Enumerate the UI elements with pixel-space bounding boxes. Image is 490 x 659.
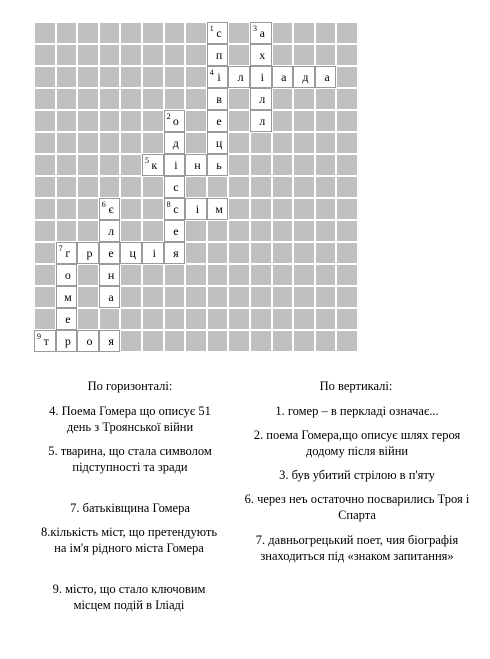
grid-blank-cell	[56, 66, 78, 88]
grid-blank-cell	[56, 132, 78, 154]
grid-blank-cell	[228, 286, 250, 308]
grid-letter: к	[151, 158, 158, 172]
grid-letter-cell	[164, 198, 186, 220]
grid-blank-cell	[77, 22, 99, 44]
grid-blank-cell	[120, 198, 142, 220]
grid-letter-cell	[250, 110, 272, 132]
grid-blank-cell	[336, 154, 358, 176]
grid-letter-cell	[120, 242, 142, 264]
grid-blank-cell	[293, 330, 315, 352]
grid-blank-cell	[185, 330, 207, 352]
grid-blank-cell	[142, 330, 164, 352]
down-heading: По вертикалі:	[319, 379, 393, 393]
grid-letter: д	[172, 136, 179, 150]
grid-blank-cell	[34, 132, 56, 154]
grid-blank-cell	[315, 88, 337, 110]
grid-letter-cell	[99, 220, 121, 242]
grid-letter: а	[259, 26, 265, 40]
grid-letter-cell	[185, 198, 207, 220]
grid-letter-cell	[228, 66, 250, 88]
grid-blank-cell	[228, 264, 250, 286]
grid-letter-cell	[250, 44, 272, 66]
grid-blank-cell	[207, 330, 229, 352]
grid-blank-cell	[336, 110, 358, 132]
grid-blank-cell	[228, 154, 250, 176]
grid-letter-cell	[207, 198, 229, 220]
grid-blank-cell	[315, 220, 337, 242]
grid-blank-cell	[120, 308, 142, 330]
grid-letter-cell	[250, 88, 272, 110]
grid-blank-cell	[34, 176, 56, 198]
grid-blank-cell	[99, 44, 121, 66]
grid-blank-cell	[120, 286, 142, 308]
grid-blank-cell	[250, 264, 272, 286]
grid-letter-cell	[56, 242, 78, 264]
grid-blank-cell	[272, 154, 294, 176]
grid-blank-cell	[120, 44, 142, 66]
grid-letter: о	[86, 334, 93, 348]
grid-blank-cell	[228, 176, 250, 198]
grid-blank-cell	[185, 220, 207, 242]
grid-letter-cell	[99, 198, 121, 220]
grid-blank-cell	[142, 308, 164, 330]
grid-blank-cell	[293, 308, 315, 330]
grid-blank-cell	[250, 154, 272, 176]
grid-blank-cell	[293, 264, 315, 286]
across-clue-7: 7. батьківщина Гомера	[70, 501, 190, 515]
clue-number: 2	[166, 112, 171, 121]
grid-letter: л	[108, 224, 115, 238]
grid-letter-cell	[99, 264, 121, 286]
grid-blank-cell	[185, 110, 207, 132]
grid-blank-cell	[228, 44, 250, 66]
grid-blank-cell	[34, 44, 56, 66]
grid-blank-cell	[77, 198, 99, 220]
grid-blank-cell	[164, 22, 186, 44]
grid-letter: я	[108, 334, 114, 348]
grid-blank-cell	[185, 242, 207, 264]
grid-letter-cell	[164, 132, 186, 154]
grid-blank-cell	[34, 88, 56, 110]
grid-blank-cell	[77, 132, 99, 154]
grid-blank-cell	[142, 88, 164, 110]
grid-letter: р	[86, 246, 93, 260]
across-heading: По горизонталі:	[87, 379, 173, 393]
grid-blank-cell	[250, 176, 272, 198]
grid-blank-cell	[336, 198, 358, 220]
grid-blank-cell	[185, 286, 207, 308]
grid-blank-cell	[293, 132, 315, 154]
grid-blank-cell	[56, 176, 78, 198]
grid-blank-cell	[120, 110, 142, 132]
grid-letter: о	[172, 114, 179, 128]
grid-blank-cell	[56, 110, 78, 132]
grid-letter: а	[324, 70, 330, 84]
grid-letter: ц	[215, 136, 223, 150]
grid-blank-cell	[142, 286, 164, 308]
grid-blank-cell	[56, 44, 78, 66]
grid-letter-cell	[185, 154, 207, 176]
grid-blank-cell	[315, 22, 337, 44]
grid-blank-cell	[336, 308, 358, 330]
across-clue-5: 5. тварина, що стала символом підступності та зради	[48, 444, 212, 474]
grid-blank-cell	[207, 242, 229, 264]
grid-blank-cell	[164, 264, 186, 286]
grid-blank-cell	[77, 154, 99, 176]
grid-blank-cell	[99, 88, 121, 110]
grid-blank-cell	[228, 308, 250, 330]
grid-blank-cell	[34, 22, 56, 44]
grid-blank-cell	[207, 176, 229, 198]
across-clue-9: 9. місто, що стало ключовим місцем подій в Іліаді	[52, 582, 206, 612]
grid-blank-cell	[293, 242, 315, 264]
grid-letter-cell	[56, 308, 78, 330]
across-clue-4: 4. Поема Гомера що описує 51 день з Троянської війни	[49, 404, 211, 434]
grid-blank-cell	[164, 286, 186, 308]
grid-blank-cell	[272, 198, 294, 220]
grid-blank-cell	[315, 44, 337, 66]
grid-letter-cell	[250, 22, 272, 44]
grid-letter-cell	[56, 264, 78, 286]
grid-blank-cell	[77, 110, 99, 132]
grid-letter: е	[65, 312, 71, 326]
grid-letter: м	[215, 202, 223, 216]
grid-letter-cell	[207, 132, 229, 154]
grid-letter-cell	[293, 66, 315, 88]
grid-blank-cell	[34, 110, 56, 132]
grid-letter: е	[216, 114, 222, 128]
grid-blank-cell	[207, 308, 229, 330]
grid-blank-cell	[77, 308, 99, 330]
grid-letter-cell	[99, 286, 121, 308]
grid-blank-cell	[120, 22, 142, 44]
grid-letter-cell	[207, 66, 229, 88]
grid-blank-cell	[228, 88, 250, 110]
down-clue-6: 6. через неъ остаточно посварились Троя і Спарта	[244, 492, 470, 522]
grid-letter: і	[152, 246, 156, 260]
grid-blank-cell	[34, 154, 56, 176]
grid-blank-cell	[142, 176, 164, 198]
grid-blank-cell	[228, 220, 250, 242]
grid-blank-cell	[120, 264, 142, 286]
grid-blank-cell	[272, 220, 294, 242]
grid-blank-cell	[336, 44, 358, 66]
grid-letter-cell	[164, 242, 186, 264]
grid-blank-cell	[293, 154, 315, 176]
down-clue-1: 1. гомер – в перкладі означає...	[275, 404, 439, 418]
grid-blank-cell	[77, 286, 99, 308]
grid-letter: х	[259, 48, 266, 62]
grid-letter: р	[64, 334, 71, 348]
grid-letter-cell	[164, 220, 186, 242]
grid-blank-cell	[185, 264, 207, 286]
grid-blank-cell	[228, 22, 250, 44]
grid-letter: ь	[216, 158, 222, 172]
grid-letter-cell	[207, 22, 229, 44]
grid-letter-cell	[164, 110, 186, 132]
grid-letter-cell	[99, 242, 121, 264]
grid-blank-cell	[120, 132, 142, 154]
grid-letter: н	[107, 268, 115, 282]
grid-blank-cell	[272, 22, 294, 44]
grid-letter: е	[108, 246, 114, 260]
grid-blank-cell	[120, 66, 142, 88]
grid-blank-cell	[293, 44, 315, 66]
grid-letter: е	[173, 224, 179, 238]
grid-letter: т	[43, 334, 49, 348]
grid-blank-cell	[207, 220, 229, 242]
grid-blank-cell	[164, 308, 186, 330]
grid-blank-cell	[293, 110, 315, 132]
grid-blank-cell	[315, 286, 337, 308]
grid-blank-cell	[315, 242, 337, 264]
grid-blank-cell	[120, 330, 142, 352]
grid-blank-cell	[120, 176, 142, 198]
grid-letter-cell	[77, 242, 99, 264]
grid-blank-cell	[315, 308, 337, 330]
grid-letter: н	[194, 158, 201, 172]
grid-letter-cell	[56, 330, 78, 352]
grid-letter-cell	[272, 66, 294, 88]
grid-blank-cell	[336, 220, 358, 242]
grid-blank-cell	[164, 44, 186, 66]
grid-letter: п	[215, 48, 223, 62]
crossword-grid	[34, 22, 358, 352]
grid-blank-cell	[336, 66, 358, 88]
grid-blank-cell	[336, 286, 358, 308]
grid-letter-cell	[56, 286, 78, 308]
grid-blank-cell	[336, 242, 358, 264]
grid-blank-cell	[185, 66, 207, 88]
grid-blank-cell	[142, 66, 164, 88]
grid-blank-cell	[34, 242, 56, 264]
down-clue-2: 2. поема Гомера,що описує шлях героя додому після війни	[253, 428, 461, 458]
grid-blank-cell	[336, 264, 358, 286]
grid-blank-cell	[164, 330, 186, 352]
grid-letter: л	[237, 70, 244, 84]
grid-blank-cell	[272, 88, 294, 110]
grid-blank-cell	[207, 264, 229, 286]
grid-blank-cell	[185, 22, 207, 44]
grid-letter: о	[64, 268, 71, 282]
grid-blank-cell	[164, 66, 186, 88]
clue-number: 8	[166, 200, 171, 209]
down-clue-7: 7. давньогрецький поет, чия біографія знаходиться під «знаком запитання»	[255, 533, 459, 563]
grid-blank-cell	[250, 308, 272, 330]
grid-blank-cell	[315, 330, 337, 352]
grid-blank-cell	[77, 44, 99, 66]
grid-blank-cell	[250, 330, 272, 352]
grid-letter: ц	[129, 246, 136, 260]
down-clue-3: 3. був убитий стрілою в п'яту	[279, 468, 435, 482]
grid-letter: с	[173, 180, 179, 194]
grid-letter: в	[216, 92, 222, 106]
clue-number: 1	[209, 24, 214, 33]
grid-blank-cell	[77, 88, 99, 110]
grid-blank-cell	[272, 44, 294, 66]
grid-blank-cell	[142, 44, 164, 66]
grid-letter-cell	[315, 66, 337, 88]
grid-letter-cell	[99, 330, 121, 352]
grid-blank-cell	[77, 66, 99, 88]
grid-blank-cell	[185, 132, 207, 154]
grid-blank-cell	[56, 154, 78, 176]
grid-blank-cell	[34, 286, 56, 308]
grid-blank-cell	[56, 22, 78, 44]
grid-blank-cell	[99, 132, 121, 154]
grid-blank-cell	[34, 198, 56, 220]
grid-blank-cell	[120, 88, 142, 110]
grid-blank-cell	[77, 220, 99, 242]
grid-letter-cell	[207, 154, 229, 176]
grid-blank-cell	[272, 176, 294, 198]
grid-blank-cell	[77, 176, 99, 198]
grid-letter: а	[108, 290, 114, 304]
grid-blank-cell	[336, 176, 358, 198]
grid-letter-cell	[142, 154, 164, 176]
grid-blank-cell	[228, 110, 250, 132]
grid-letter: і	[195, 202, 200, 216]
grid-blank-cell	[207, 286, 229, 308]
grid-blank-cell	[272, 286, 294, 308]
grid-letter-cell	[250, 66, 272, 88]
grid-blank-cell	[228, 242, 250, 264]
grid-blank-cell	[315, 110, 337, 132]
grid-blank-cell	[99, 66, 121, 88]
grid-blank-cell	[336, 22, 358, 44]
grid-blank-cell	[34, 264, 56, 286]
grid-blank-cell	[142, 198, 164, 220]
grid-blank-cell	[185, 44, 207, 66]
across-clue-8: 8.кількість міст, що претендують на ім'я рідного міста Гомера	[40, 525, 218, 555]
grid-blank-cell	[315, 264, 337, 286]
grid-blank-cell	[56, 198, 78, 220]
grid-letter-cell	[142, 242, 164, 264]
grid-blank-cell	[315, 132, 337, 154]
grid-blank-cell	[293, 176, 315, 198]
grid-blank-cell	[185, 308, 207, 330]
grid-letter: м	[64, 290, 72, 304]
grid-blank-cell	[272, 132, 294, 154]
grid-letter-cell	[34, 330, 56, 352]
grid-letter-cell	[207, 110, 229, 132]
grid-letter: л	[259, 114, 266, 128]
grid-blank-cell	[293, 88, 315, 110]
grid-blank-cell	[336, 88, 358, 110]
grid-blank-cell	[142, 110, 164, 132]
grid-blank-cell	[336, 330, 358, 352]
grid-blank-cell	[99, 154, 121, 176]
grid-blank-cell	[293, 22, 315, 44]
grid-letter: с	[173, 202, 179, 216]
grid-letter-cell	[207, 88, 229, 110]
grid-blank-cell	[34, 220, 56, 242]
grid-blank-cell	[77, 264, 99, 286]
grid-blank-cell	[250, 198, 272, 220]
grid-blank-cell	[142, 22, 164, 44]
grid-blank-cell	[293, 220, 315, 242]
clue-number: 5	[144, 156, 149, 165]
grid-blank-cell	[250, 220, 272, 242]
grid-letter-cell	[164, 154, 186, 176]
grid-blank-cell	[315, 154, 337, 176]
grid-blank-cell	[272, 264, 294, 286]
grid-letter: г	[65, 246, 71, 260]
grid-blank-cell	[250, 242, 272, 264]
grid-blank-cell	[56, 88, 78, 110]
grid-blank-cell	[250, 286, 272, 308]
clue-number: 3	[252, 24, 257, 33]
grid-blank-cell	[142, 264, 164, 286]
grid-letter: а	[281, 70, 287, 84]
grid-blank-cell	[120, 154, 142, 176]
grid-letter: і	[260, 70, 264, 84]
grid-blank-cell	[336, 132, 358, 154]
grid-blank-cell	[142, 220, 164, 242]
grid-letter: і	[217, 70, 221, 84]
grid-blank-cell	[228, 330, 250, 352]
grid-blank-cell	[315, 198, 337, 220]
grid-letter: є	[108, 202, 114, 216]
grid-blank-cell	[34, 66, 56, 88]
grid-letter: с	[216, 26, 222, 40]
grid-letter: і	[174, 158, 178, 172]
grid-blank-cell	[272, 330, 294, 352]
grid-blank-cell	[315, 176, 337, 198]
grid-letter-cell	[77, 330, 99, 352]
grid-blank-cell	[272, 308, 294, 330]
grid-letter: я	[173, 246, 179, 260]
grid-blank-cell	[293, 286, 315, 308]
clue-number: 4	[209, 68, 214, 77]
grid-blank-cell	[120, 220, 142, 242]
grid-blank-cell	[293, 198, 315, 220]
grid-blank-cell	[228, 132, 250, 154]
grid-blank-cell	[228, 198, 250, 220]
grid-blank-cell	[99, 110, 121, 132]
grid-blank-cell	[185, 88, 207, 110]
grid-letter: д	[302, 70, 309, 84]
grid-blank-cell	[250, 132, 272, 154]
grid-blank-cell	[99, 308, 121, 330]
grid-blank-cell	[272, 242, 294, 264]
grid-blank-cell	[185, 176, 207, 198]
grid-blank-cell	[272, 110, 294, 132]
clue-number: 9	[37, 332, 41, 341]
grid-blank-cell	[99, 22, 121, 44]
clue-number: 7	[58, 244, 63, 253]
clue-number: 6	[101, 200, 106, 209]
grid-letter: л	[259, 92, 266, 106]
